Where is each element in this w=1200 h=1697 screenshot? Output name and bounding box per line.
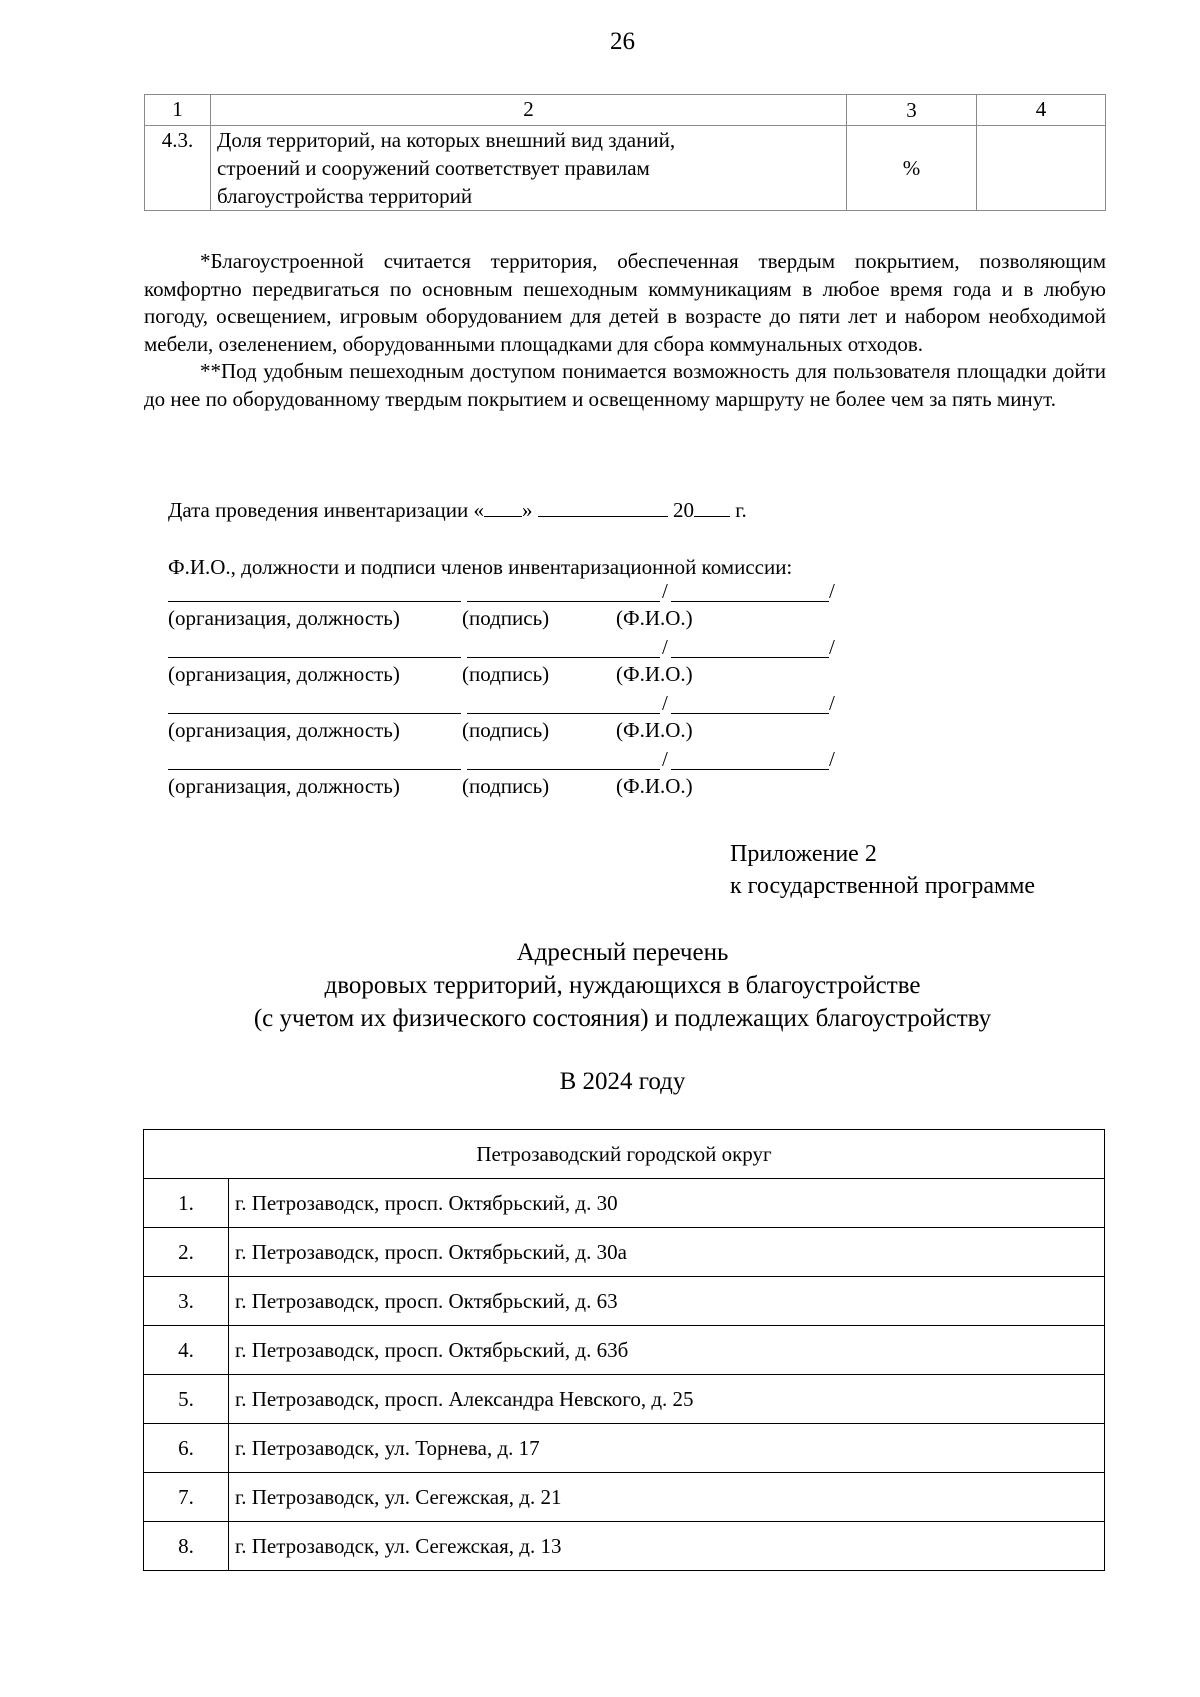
caption-fio: (Ф.И.О.) bbox=[616, 774, 693, 798]
row-number: 8. bbox=[144, 1522, 229, 1571]
slash: / bbox=[829, 579, 835, 603]
table-row bbox=[144, 1326, 1105, 1375]
indicator-text-line: Доля территорий, на которых внешний вид зданий, bbox=[217, 128, 676, 152]
signature-block bbox=[168, 748, 848, 804]
caption-org: (организация, должность) bbox=[168, 774, 400, 798]
unit-cell: % bbox=[846, 126, 976, 211]
row-number: 2. bbox=[144, 1228, 229, 1277]
caption-org: (организация, должность) bbox=[168, 606, 400, 630]
caption-org: (организация, должность) bbox=[168, 718, 400, 742]
table-row bbox=[144, 1522, 1105, 1571]
signature-block bbox=[168, 692, 848, 748]
address-cell: г. Петрозаводск, просп. Александра Невского, д. 25 bbox=[229, 1375, 1105, 1424]
title-line: дворовых территорий, нуждающихся в благоустройстве bbox=[324, 972, 921, 999]
region-name: Петрозаводский городской округ bbox=[144, 1130, 1105, 1179]
caption-sign: (подпись) bbox=[462, 774, 550, 798]
address-cell: г. Петрозаводск, просп. Октябрьский, д. 30 bbox=[229, 1179, 1105, 1228]
indicator-text-line: строений и сооружений соответствует правилам bbox=[217, 156, 650, 180]
date-quote-close: » bbox=[521, 498, 533, 522]
caption-fio: (Ф.И.О.) bbox=[616, 718, 693, 742]
caption-sign: (подпись) bbox=[462, 662, 550, 686]
caption-fio: (Ф.И.О.) bbox=[616, 662, 693, 686]
indicator-text-line: благоустройства территорий bbox=[217, 184, 473, 208]
table-row bbox=[144, 1424, 1105, 1473]
slash: / bbox=[829, 747, 835, 771]
appendix-line: Приложение 2 bbox=[730, 841, 877, 867]
title-line: Адресный перечень bbox=[516, 939, 729, 966]
address-table bbox=[143, 1129, 1105, 1571]
slash: / bbox=[662, 747, 668, 771]
column-header: 1 bbox=[145, 95, 211, 126]
inventory-date-line bbox=[168, 498, 747, 523]
address-cell: г. Петрозаводск, просп. Октябрьский, д. 30а bbox=[229, 1228, 1105, 1277]
row-number: 3. bbox=[144, 1277, 229, 1326]
slash: / bbox=[662, 691, 668, 715]
address-cell: г. Петрозаводск, ул. Сегежская, д. 21 bbox=[229, 1473, 1105, 1522]
column-header: 4 bbox=[976, 95, 1105, 126]
slash: / bbox=[829, 691, 835, 715]
table-row bbox=[144, 1375, 1105, 1424]
footnotes bbox=[144, 248, 1106, 413]
appendix-line: к государственной программе bbox=[730, 873, 1036, 899]
page-number: 26 bbox=[610, 28, 635, 55]
signature-block bbox=[168, 580, 848, 636]
region-row bbox=[144, 1130, 1105, 1179]
column-header: 3 bbox=[846, 95, 976, 126]
caption-sign: (подпись) bbox=[462, 718, 550, 742]
table-row bbox=[145, 126, 1106, 211]
date-suffix: г. bbox=[735, 498, 747, 522]
value-cell bbox=[976, 126, 1105, 211]
title-year: В 2024 году bbox=[559, 1068, 686, 1095]
indicator-table bbox=[144, 94, 1106, 211]
address-cell: г. Петрозаводск, ул. Сегежская, д. 13 bbox=[229, 1522, 1105, 1571]
row-number: 5. bbox=[144, 1375, 229, 1424]
row-number: 7. bbox=[144, 1473, 229, 1522]
row-number: 4. bbox=[144, 1326, 229, 1375]
title-line: (с учетом их физического состояния) и подлежащих благоустройству bbox=[253, 1005, 992, 1032]
table-row bbox=[144, 1179, 1105, 1228]
table-row bbox=[144, 1228, 1105, 1277]
footnote-2: **Под удобным пешеходным доступом понимается возможность для пользователя площадки дойти до нее по оборудованному твердым покрытием и освещенному маршруту не более чем за пять минут. bbox=[144, 359, 1106, 411]
document-title bbox=[0, 936, 1200, 1035]
signature-block bbox=[168, 636, 848, 692]
address-cell: г. Петрозаводск, просп. Октябрьский, д. 63 bbox=[229, 1277, 1105, 1326]
row-number: 1. bbox=[144, 1179, 229, 1228]
table-header-row bbox=[145, 95, 1106, 126]
address-cell: г. Петрозаводск, просп. Октябрьский, д. 63б bbox=[229, 1326, 1105, 1375]
date-year-prefix: 20 bbox=[672, 498, 694, 522]
caption-fio: (Ф.И.О.) bbox=[616, 606, 693, 630]
slash: / bbox=[829, 635, 835, 659]
caption-sign: (подпись) bbox=[462, 606, 550, 630]
row-number: 4.3. bbox=[145, 126, 211, 211]
address-cell: г. Петрозаводск, ул. Торнева, д. 17 bbox=[229, 1424, 1105, 1473]
commission-label: Ф.И.О., должности и подписи членов инвентаризационной комиссии: bbox=[168, 555, 793, 579]
table-row bbox=[144, 1277, 1105, 1326]
caption-org: (организация, должность) bbox=[168, 662, 400, 686]
table-row bbox=[144, 1473, 1105, 1522]
indicator-text bbox=[211, 126, 847, 211]
row-number: 6. bbox=[144, 1424, 229, 1473]
appendix-heading bbox=[730, 838, 1035, 902]
footnote-1: *Благоустроенной считается территория, обеспеченная твердым покрытием, позволяющим комфортно передвигаться по основным пешеходным коммуникациям в любое время года и в любую погоду, освещением, игровым оборудованием для детей в возрасте до пяти лет и набором необходимой мебели, озеленением, оборудованными площадками для сбора коммунальных отходов. bbox=[144, 249, 1106, 356]
slash: / bbox=[662, 579, 668, 603]
date-label: Дата проведения инвентаризации « bbox=[168, 498, 484, 522]
slash: / bbox=[662, 635, 668, 659]
column-header: 2 bbox=[211, 95, 847, 126]
